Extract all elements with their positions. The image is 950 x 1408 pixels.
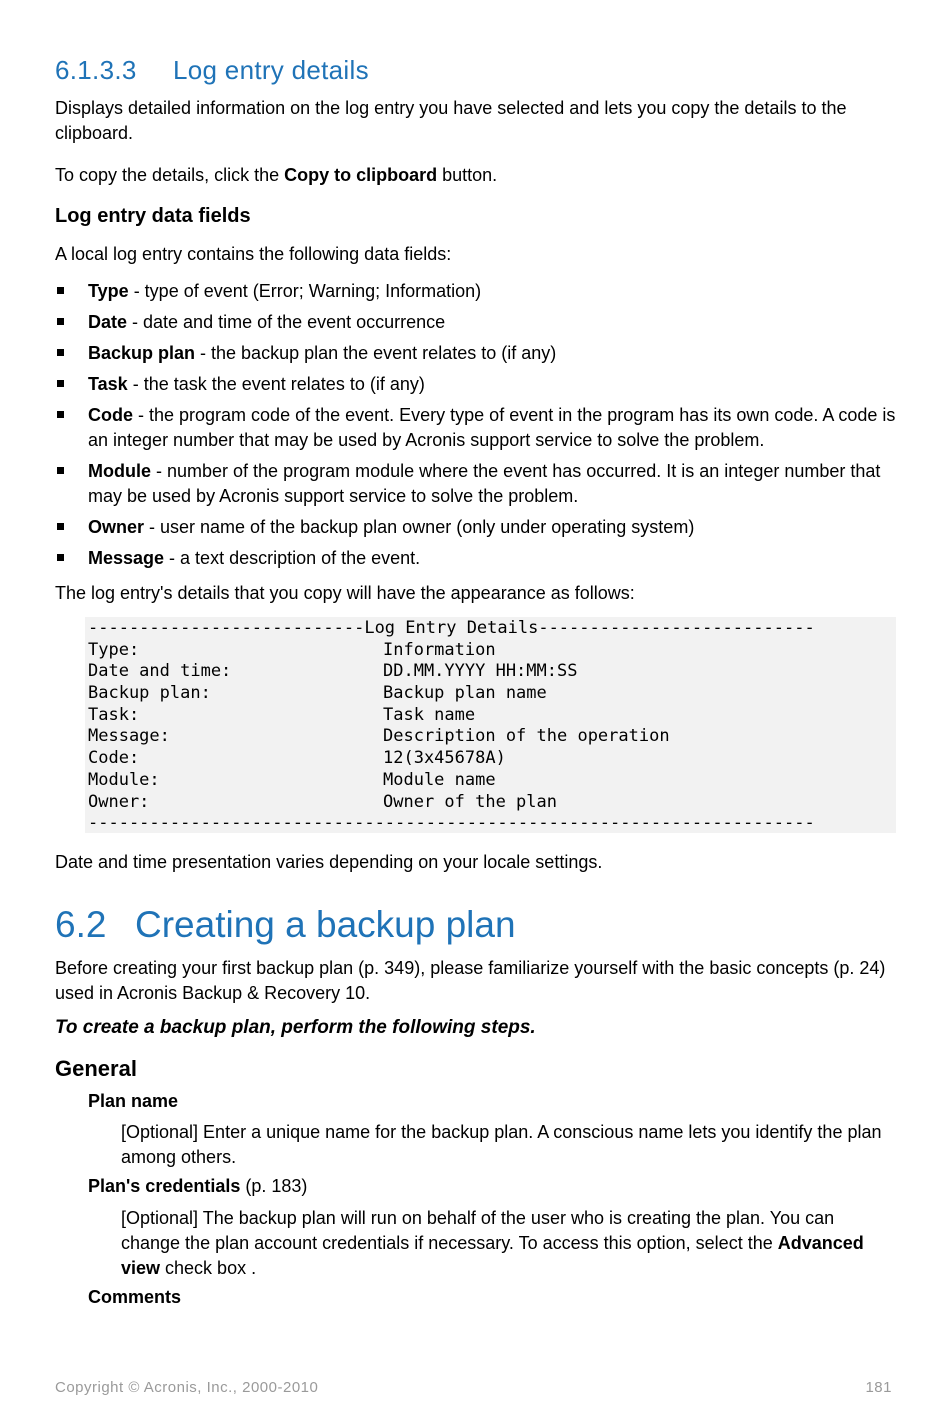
bullet-square-icon — [57, 318, 64, 325]
list-item — [55, 341, 897, 366]
page-footer — [55, 1379, 897, 1396]
field-term: Date — [88, 312, 128, 332]
fields-intro: A local log entry contains the following data fields: — [55, 244, 452, 264]
copy-text-after: button. — [437, 165, 498, 185]
section-6-2-intro: Before creating your first backup plan (p. 349), please familiarize yourself with the basic concepts (p. 24) used in Acronis Backup & Recovery 10. — [55, 958, 886, 1003]
appearance-intro: The log entry's details that you copy will have the appearance as follows: — [55, 583, 635, 603]
field-desc: - a text description of the event. — [164, 548, 421, 568]
code-value: Backup plan name — [383, 683, 547, 704]
list-item — [55, 546, 897, 571]
field-term: Code — [88, 405, 133, 425]
field-term: Task — [88, 374, 128, 394]
bullet-square-icon — [57, 287, 64, 294]
code-row — [88, 705, 896, 727]
code-row — [88, 748, 896, 770]
code-key: Backup plan: — [88, 683, 211, 704]
code-key: Owner: — [88, 791, 150, 812]
advanced-view-label: Advanced view — [121, 1233, 864, 1278]
field-term: Message — [88, 548, 165, 568]
copy-button-name: Copy to clipboard — [284, 165, 438, 185]
term-text: Plan's credentials — [88, 1176, 241, 1196]
field-desc: - the task the event relates to (if any) — [127, 374, 425, 394]
code-key: Message: — [88, 726, 170, 747]
code-header-line: ---------------------------Log Entry Details--------------------------- — [88, 618, 815, 638]
desc-after: check box . — [160, 1258, 257, 1278]
plan-name-desc: [Optional] Enter a unique name for the backup plan. A conscious name lets you identify the plan among others. — [121, 1122, 882, 1167]
field-desc: - number of the program module where the event has occurred. It is an integer number that may be used by Acronis support service to solve the problem. — [88, 461, 881, 506]
section-title: Log entry details — [173, 55, 369, 85]
list-item — [55, 372, 897, 397]
code-value: Information — [383, 639, 496, 660]
page-number: 181 — [865, 1379, 892, 1396]
field-term: Owner — [88, 517, 145, 537]
list-item — [55, 310, 897, 335]
copyright-text: Copyright © Acronis, Inc., 2000-2010 — [55, 1379, 319, 1396]
fields-heading: Log entry data fields — [55, 205, 251, 227]
field-desc: - user name of the backup plan owner (only under operating system) — [144, 517, 695, 537]
list-item — [55, 515, 897, 540]
code-key: Task: — [88, 704, 140, 725]
code-value: Module name — [383, 769, 496, 790]
section-number: 6.1.3.3 — [55, 55, 137, 85]
locale-note: Date and time presentation varies depending on your locale settings. — [55, 852, 603, 872]
intro-paragraph: Displays detailed information on the log entry you have selected and lets you copy the details to the clipboard. — [55, 98, 847, 143]
section-number: 6.2 — [55, 904, 107, 945]
plan-name-term: Plan name — [88, 1091, 179, 1111]
comments-term: Comments — [88, 1287, 182, 1307]
code-key: Type: — [88, 639, 140, 660]
code-value: Description of the operation — [383, 726, 670, 747]
code-value: DD.MM.YYYY HH:MM:SS — [383, 661, 578, 682]
code-row — [88, 683, 896, 705]
code-row — [88, 792, 896, 814]
copy-instruction — [55, 163, 897, 188]
bullet-square-icon — [57, 380, 64, 387]
general-heading: General — [55, 1056, 137, 1081]
code-footer-line: ----------------------------------------------------------------------- — [88, 813, 815, 834]
field-desc: - the backup plan the event relates to (if any) — [195, 343, 557, 363]
section-heading-6-1-3-3 — [55, 55, 369, 86]
steps-heading: To create a backup plan, perform the following steps. — [55, 1017, 536, 1038]
code-key: Code: — [88, 748, 140, 769]
list-item — [55, 459, 897, 509]
plan-credentials-desc — [121, 1206, 897, 1281]
list-item — [55, 403, 897, 453]
copy-text-before: To copy the details, click the — [55, 165, 285, 185]
section-heading-6-2 — [55, 904, 516, 946]
log-details-code-block — [85, 617, 896, 833]
fields-list — [55, 279, 897, 577]
field-desc: - date and time of the event occurrence — [127, 312, 446, 332]
section-title: Creating a backup plan — [135, 904, 516, 945]
bullet-square-icon — [57, 349, 64, 356]
code-key: Date and time: — [88, 661, 232, 682]
code-row — [88, 661, 896, 683]
field-term: Type — [88, 281, 129, 301]
code-row — [88, 726, 896, 748]
field-desc: - the program code of the event. Every type of event in the program has its own code. A code is an integer number that may be used by Acronis support service to solve the problem. — [88, 405, 896, 450]
field-term: Module — [88, 461, 151, 481]
code-value: Owner of the plan — [383, 791, 557, 812]
code-row — [88, 640, 896, 662]
plan-credentials-term — [88, 1176, 307, 1197]
code-row — [88, 770, 896, 792]
list-item — [55, 279, 897, 304]
code-key: Module: — [88, 769, 160, 790]
page-ref: (p. 183) — [240, 1176, 308, 1196]
code-value: 12(3x45678A) — [383, 748, 506, 769]
bullet-square-icon — [57, 411, 64, 418]
field-desc: - type of event (Error; Warning; Information) — [128, 281, 482, 301]
code-value: Task name — [383, 704, 476, 725]
field-term: Backup plan — [88, 343, 196, 363]
desc-before: [Optional] The backup plan will run on behalf of the user who is creating the plan. You can change the plan account credentials if necessary. To access this option, select the — [121, 1208, 835, 1253]
bullet-square-icon — [57, 467, 64, 474]
bullet-square-icon — [57, 554, 64, 561]
bullet-square-icon — [57, 523, 64, 530]
